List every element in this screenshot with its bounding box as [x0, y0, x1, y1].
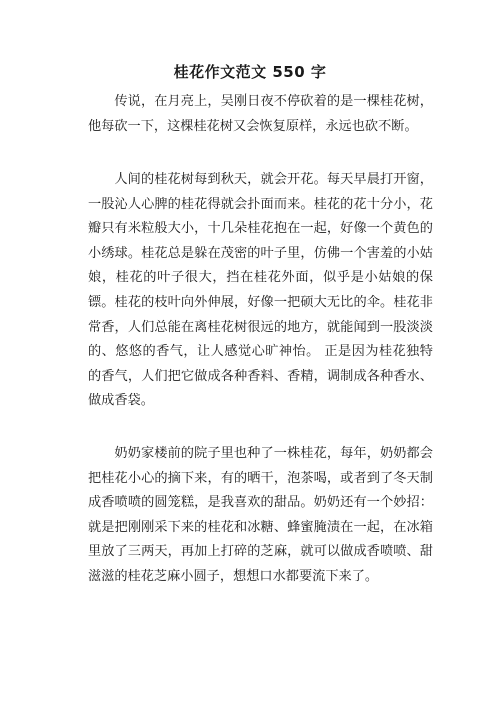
- paragraph-osmanthus-description: 人间的桂花树每到秋天，就会开花。每天早晨打开窗，一股沁人心脾的桂花得就会扑面而来。桂花的花十分小，花瓣只有米粒般大小，十几朵桂花抱在一起，好像一个黄色的小绣球。桂花总是躲在茂密的叶子里，仿佛一个害羞的小姑娘，桂花的叶子很大，挡在桂花外面，似乎是小姑娘的保镖。桂花的枝叶向外伸展，好像一把硕大无比的伞。桂花非常香，人们总能在离桂花树很远的地方，就能闻到一股淡淡的、悠悠的香气，让人感觉心旷神怡。 正是因为桂花独特的香气，人们把它做成各种香料、香精，调制成各种香水、做成香袋。: [88, 172, 433, 409]
- document-title: 桂花作文范文 550 字: [173, 63, 327, 81]
- paragraph-legend: 传说，在月亮上，吴刚日夜不停砍着的是一棵桂花树，他每砍一下，这棵桂花树又会恢复原样，永远也砍不断。: [88, 94, 433, 134]
- paragraph-grandma-osmanthus: 奶奶家楼前的院子里也种了一株桂花，每年，奶奶都会把桂花小心的摘下来，有的晒干，泡茶喝，或者到了冬天制成香喷喷的圆笼糕，是我喜欢的甜品。奶奶还有一个妙招：就是把刚刚采下来的桂花和冰糖、蜂蜜腌渍在一起，在冰箱里放了三两天，再加上打碎的芝麻，就可以做成香喷喷、甜滋滋的桂花芝麻小圆子，想想口水都要流下来了。: [88, 446, 433, 584]
